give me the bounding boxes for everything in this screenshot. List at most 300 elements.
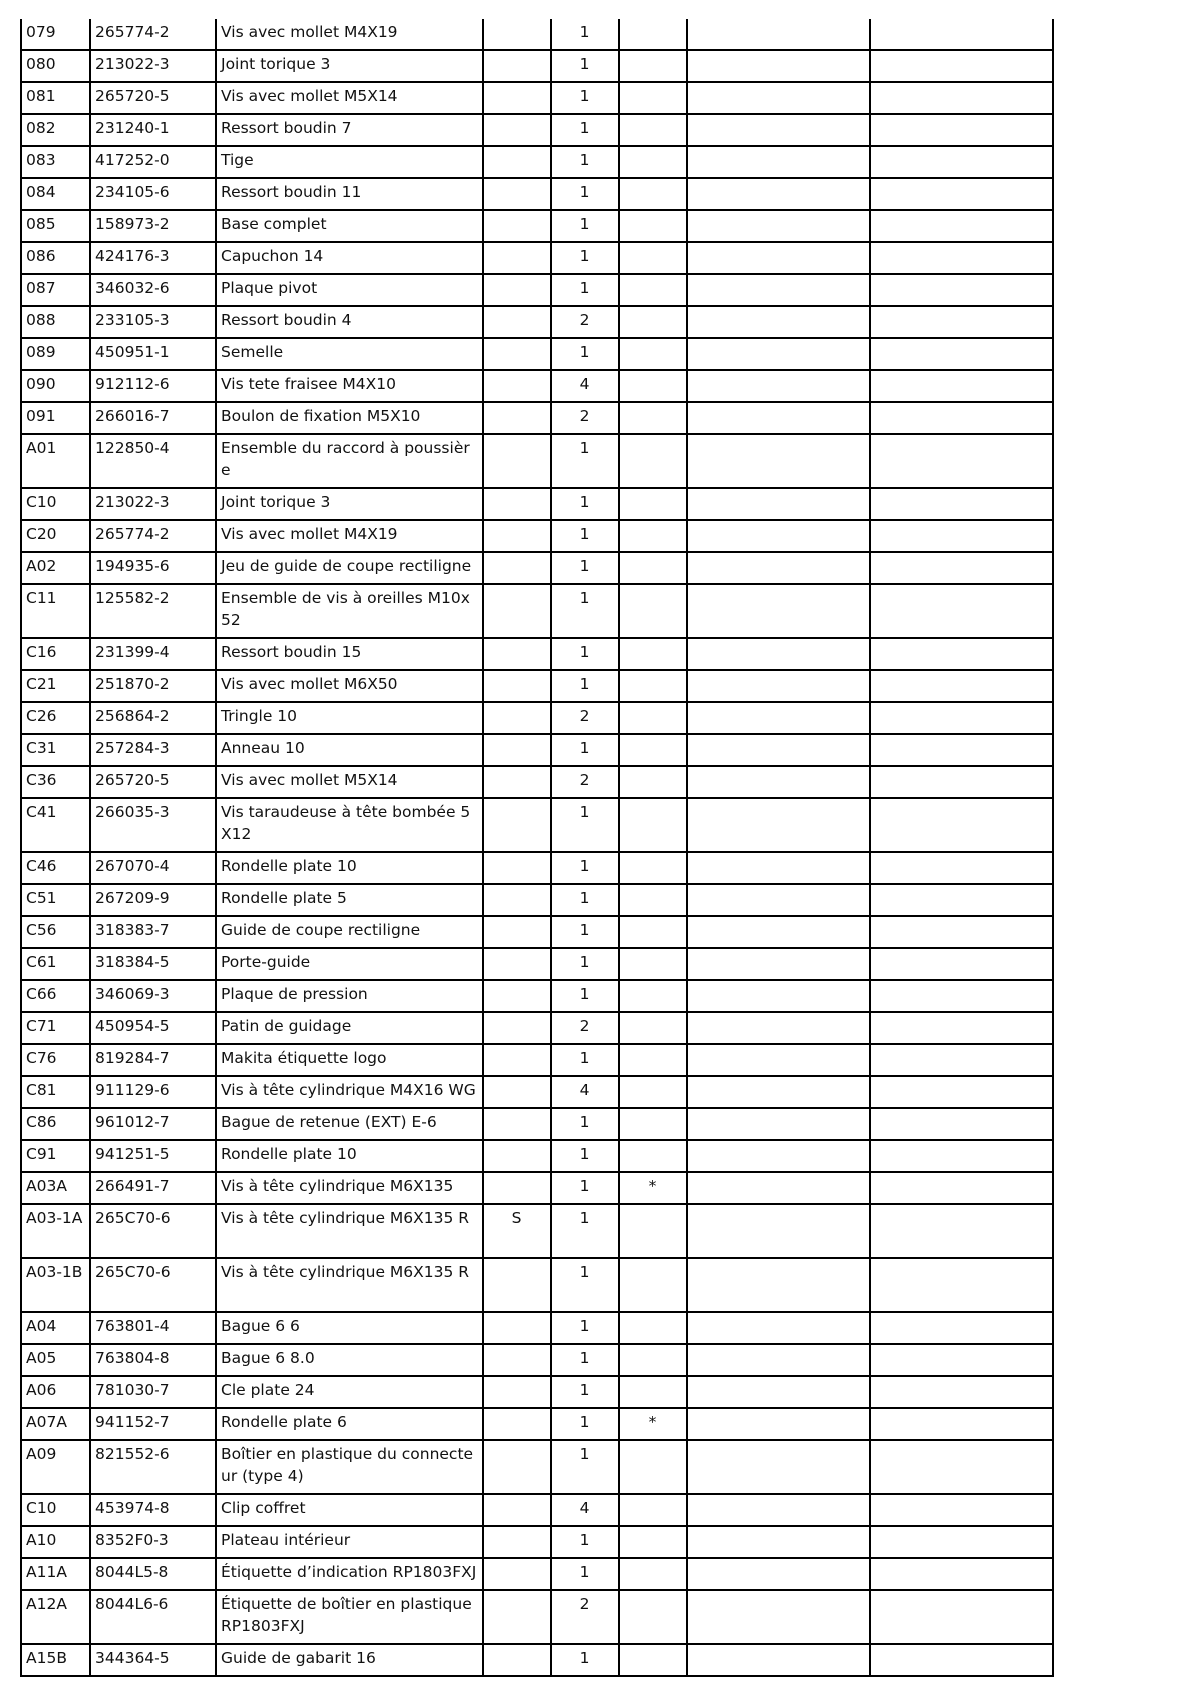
empty-cell <box>687 1140 870 1172</box>
empty-cell <box>870 1590 1053 1644</box>
note-cell: S <box>483 1204 551 1258</box>
empty-cell <box>870 584 1053 638</box>
empty-cell <box>687 1590 870 1644</box>
note-cell <box>483 1258 551 1312</box>
ref-cell: 091 <box>21 402 90 434</box>
empty-cell <box>687 178 870 210</box>
table-row <box>21 948 1053 980</box>
ref-cell: A11A <box>21 1558 90 1590</box>
part-number-cell: 346069-3 <box>90 980 216 1012</box>
empty-cell <box>870 1140 1053 1172</box>
table-row <box>21 884 1053 916</box>
empty-cell <box>687 50 870 82</box>
mark-cell <box>619 402 687 434</box>
note-cell <box>483 370 551 402</box>
empty-cell <box>687 1012 870 1044</box>
table-row <box>21 1344 1053 1376</box>
empty-cell <box>687 1376 870 1408</box>
part-number-cell: 267209-9 <box>90 884 216 916</box>
table-row <box>21 1044 1053 1076</box>
part-number-cell: 417252-0 <box>90 146 216 178</box>
part-number-cell: 265C70-6 <box>90 1204 216 1258</box>
empty-cell <box>870 1494 1053 1526</box>
part-number-cell: 266016-7 <box>90 402 216 434</box>
empty-cell <box>870 1526 1053 1558</box>
ref-cell: A12A <box>21 1590 90 1644</box>
part-number-cell: 265C70-6 <box>90 1258 216 1312</box>
empty-cell <box>687 520 870 552</box>
description-cell: Rondelle plate 10 <box>216 852 483 884</box>
description-cell: Clip coffret <box>216 1494 483 1526</box>
description-cell: Porte-guide <box>216 948 483 980</box>
part-number-cell: 265720-5 <box>90 82 216 114</box>
empty-cell <box>870 146 1053 178</box>
ref-cell: C20 <box>21 520 90 552</box>
empty-cell <box>870 50 1053 82</box>
empty-cell <box>687 370 870 402</box>
ref-cell: C36 <box>21 766 90 798</box>
description-cell: Étiquette d’indication RP1803FXJ <box>216 1558 483 1590</box>
empty-cell <box>870 1644 1053 1676</box>
part-number-cell: 941152-7 <box>90 1408 216 1440</box>
part-number-cell: 424176-3 <box>90 242 216 274</box>
mark-cell <box>619 1258 687 1312</box>
quantity-cell: 1 <box>551 146 619 178</box>
empty-cell <box>687 1258 870 1312</box>
ref-cell: 085 <box>21 210 90 242</box>
quantity-cell: 1 <box>551 734 619 766</box>
description-cell: Vis à tête cylindrique M6X135 <box>216 1172 483 1204</box>
ref-cell: 081 <box>21 82 90 114</box>
note-cell <box>483 734 551 766</box>
mark-cell <box>619 852 687 884</box>
ref-cell: C66 <box>21 980 90 1012</box>
table-row <box>21 702 1053 734</box>
note-cell <box>483 702 551 734</box>
table-row <box>21 1312 1053 1344</box>
note-cell <box>483 82 551 114</box>
description-cell: Ensemble du raccord à poussière <box>216 434 483 488</box>
empty-cell <box>687 852 870 884</box>
note-cell <box>483 338 551 370</box>
description-cell: Vis avec mollet M5X14 <box>216 82 483 114</box>
quantity-cell: 1 <box>551 1172 619 1204</box>
mark-cell: * <box>619 1408 687 1440</box>
description-cell: Boulon de fixation M5X10 <box>216 402 483 434</box>
part-number-cell: 821552-6 <box>90 1440 216 1494</box>
mark-cell <box>619 1344 687 1376</box>
quantity-cell: 1 <box>551 434 619 488</box>
table-row <box>21 1204 1053 1258</box>
note-cell <box>483 1172 551 1204</box>
note-cell <box>483 980 551 1012</box>
quantity-cell: 2 <box>551 306 619 338</box>
empty-cell <box>870 306 1053 338</box>
mark-cell <box>619 1526 687 1558</box>
part-number-cell: 266491-7 <box>90 1172 216 1204</box>
description-cell: Vis avec mollet M4X19 <box>216 520 483 552</box>
table-row <box>21 1558 1053 1590</box>
empty-cell <box>870 178 1053 210</box>
note-cell <box>483 1558 551 1590</box>
description-cell: Capuchon 14 <box>216 242 483 274</box>
empty-cell <box>870 916 1053 948</box>
empty-cell <box>687 1494 870 1526</box>
empty-cell <box>687 1204 870 1258</box>
description-cell: Vis à tête cylindrique M6X135 R <box>216 1204 483 1258</box>
empty-cell <box>870 552 1053 584</box>
ref-cell: A02 <box>21 552 90 584</box>
part-number-cell: 819284-7 <box>90 1044 216 1076</box>
empty-cell <box>687 1440 870 1494</box>
description-cell: Vis avec mollet M6X50 <box>216 670 483 702</box>
quantity-cell: 1 <box>551 274 619 306</box>
mark-cell <box>619 178 687 210</box>
empty-cell <box>870 948 1053 980</box>
note-cell <box>483 488 551 520</box>
empty-cell <box>687 242 870 274</box>
empty-cell <box>687 734 870 766</box>
ref-cell: C91 <box>21 1140 90 1172</box>
note-cell <box>483 1376 551 1408</box>
mark-cell <box>619 1644 687 1676</box>
description-cell: Tringle 10 <box>216 702 483 734</box>
ref-cell: C21 <box>21 670 90 702</box>
quantity-cell: 2 <box>551 702 619 734</box>
part-number-cell: 213022-3 <box>90 50 216 82</box>
mark-cell <box>619 1044 687 1076</box>
quantity-cell: 1 <box>551 670 619 702</box>
table-row <box>21 1590 1053 1644</box>
empty-cell <box>870 402 1053 434</box>
note-cell <box>483 1012 551 1044</box>
mark-cell: * <box>619 1172 687 1204</box>
part-number-cell: 122850-4 <box>90 434 216 488</box>
table-row <box>21 488 1053 520</box>
table-row <box>21 1076 1053 1108</box>
empty-cell <box>870 1108 1053 1140</box>
ref-cell: C31 <box>21 734 90 766</box>
note-cell <box>483 242 551 274</box>
ref-cell: 088 <box>21 306 90 338</box>
mark-cell <box>619 798 687 852</box>
part-number-cell: 265774-2 <box>90 520 216 552</box>
empty-cell <box>687 1044 870 1076</box>
description-cell: Plaque pivot <box>216 274 483 306</box>
note-cell <box>483 1344 551 1376</box>
table-row <box>21 338 1053 370</box>
ref-cell: C61 <box>21 948 90 980</box>
empty-cell <box>870 520 1053 552</box>
empty-cell <box>870 798 1053 852</box>
note-cell <box>483 274 551 306</box>
mark-cell <box>619 552 687 584</box>
quantity-cell: 1 <box>551 1204 619 1258</box>
table-row <box>21 402 1053 434</box>
ref-cell: A15B <box>21 1644 90 1676</box>
table-row <box>21 980 1053 1012</box>
empty-cell <box>687 82 870 114</box>
description-cell: Bague de retenue (EXT) E-6 <box>216 1108 483 1140</box>
mark-cell <box>619 884 687 916</box>
table-row <box>21 766 1053 798</box>
table-row <box>21 552 1053 584</box>
empty-cell <box>687 1526 870 1558</box>
mark-cell <box>619 434 687 488</box>
quantity-cell: 1 <box>551 798 619 852</box>
ref-cell: C51 <box>21 884 90 916</box>
description-cell: Rondelle plate 5 <box>216 884 483 916</box>
empty-cell <box>870 1312 1053 1344</box>
mark-cell <box>619 1076 687 1108</box>
empty-cell <box>687 670 870 702</box>
empty-cell <box>870 670 1053 702</box>
empty-cell <box>870 370 1053 402</box>
ref-cell: A09 <box>21 1440 90 1494</box>
ref-cell: 086 <box>21 242 90 274</box>
table-row <box>21 638 1053 670</box>
note-cell <box>483 916 551 948</box>
empty-cell <box>687 1076 870 1108</box>
part-number-cell: 266035-3 <box>90 798 216 852</box>
part-number-cell: 251870-2 <box>90 670 216 702</box>
note-cell <box>483 948 551 980</box>
note-cell <box>483 670 551 702</box>
part-number-cell: 346032-6 <box>90 274 216 306</box>
mark-cell <box>619 338 687 370</box>
mark-cell <box>619 1558 687 1590</box>
quantity-cell: 1 <box>551 1376 619 1408</box>
ref-cell: A03-1B <box>21 1258 90 1312</box>
empty-cell <box>870 1558 1053 1590</box>
mark-cell <box>619 1494 687 1526</box>
ref-cell: C56 <box>21 916 90 948</box>
empty-cell <box>687 434 870 488</box>
ref-cell: C46 <box>21 852 90 884</box>
quantity-cell: 1 <box>551 1526 619 1558</box>
quantity-cell: 4 <box>551 370 619 402</box>
empty-cell <box>687 338 870 370</box>
description-cell: Vis avec mollet M4X19 <box>216 19 483 50</box>
note-cell <box>483 884 551 916</box>
quantity-cell: 1 <box>551 338 619 370</box>
table-row <box>21 434 1053 488</box>
note-cell <box>483 1108 551 1140</box>
part-number-cell: 961012-7 <box>90 1108 216 1140</box>
empty-cell <box>687 146 870 178</box>
quantity-cell: 1 <box>551 1312 619 1344</box>
note-cell <box>483 210 551 242</box>
empty-cell <box>870 488 1053 520</box>
part-number-cell: 234105-6 <box>90 178 216 210</box>
note-cell <box>483 50 551 82</box>
table-row <box>21 852 1053 884</box>
empty-cell <box>687 114 870 146</box>
quantity-cell: 1 <box>551 19 619 50</box>
table-row <box>21 1108 1053 1140</box>
note-cell <box>483 1076 551 1108</box>
empty-cell <box>870 434 1053 488</box>
ref-cell: A03A <box>21 1172 90 1204</box>
description-cell: Bague 6 8.0 <box>216 1344 483 1376</box>
ref-cell: 090 <box>21 370 90 402</box>
quantity-cell: 1 <box>551 178 619 210</box>
quantity-cell: 2 <box>551 1012 619 1044</box>
part-number-cell: 125582-2 <box>90 584 216 638</box>
empty-cell <box>687 638 870 670</box>
quantity-cell: 1 <box>551 1558 619 1590</box>
ref-cell: A06 <box>21 1376 90 1408</box>
quantity-cell: 1 <box>551 552 619 584</box>
mark-cell <box>619 1012 687 1044</box>
mark-cell <box>619 306 687 338</box>
quantity-cell: 1 <box>551 980 619 1012</box>
empty-cell <box>687 980 870 1012</box>
ref-cell: 083 <box>21 146 90 178</box>
mark-cell <box>619 146 687 178</box>
description-cell: Guide de coupe rectiligne <box>216 916 483 948</box>
note-cell <box>483 1044 551 1076</box>
ref-cell: 089 <box>21 338 90 370</box>
part-number-cell: 318384-5 <box>90 948 216 980</box>
description-cell: Boîtier en plastique du connecteur (type 4) <box>216 1440 483 1494</box>
part-number-cell: 213022-3 <box>90 488 216 520</box>
ref-cell: 080 <box>21 50 90 82</box>
ref-cell: C16 <box>21 638 90 670</box>
description-cell: Cle plate 24 <box>216 1376 483 1408</box>
mark-cell <box>619 1140 687 1172</box>
empty-cell <box>870 19 1053 50</box>
part-number-cell: 344364-5 <box>90 1644 216 1676</box>
table-row <box>21 670 1053 702</box>
note-cell <box>483 1494 551 1526</box>
quantity-cell: 1 <box>551 1408 619 1440</box>
ref-cell: C81 <box>21 1076 90 1108</box>
quantity-cell: 1 <box>551 50 619 82</box>
empty-cell <box>687 584 870 638</box>
table-row <box>21 146 1053 178</box>
empty-cell <box>687 488 870 520</box>
quantity-cell: 2 <box>551 402 619 434</box>
table-row <box>21 1494 1053 1526</box>
part-number-cell: 763801-4 <box>90 1312 216 1344</box>
part-number-cell: 231240-1 <box>90 114 216 146</box>
quantity-cell: 1 <box>551 1344 619 1376</box>
table-row <box>21 1140 1053 1172</box>
mark-cell <box>619 50 687 82</box>
table-row <box>21 1376 1053 1408</box>
part-number-cell: 257284-3 <box>90 734 216 766</box>
ref-cell: 082 <box>21 114 90 146</box>
description-cell: Vis à tête cylindrique M6X135 R <box>216 1258 483 1312</box>
mark-cell <box>619 1204 687 1258</box>
part-number-cell: 8044L6-6 <box>90 1590 216 1644</box>
table-row <box>21 584 1053 638</box>
empty-cell <box>870 734 1053 766</box>
description-cell: Plateau intérieur <box>216 1526 483 1558</box>
empty-cell <box>870 210 1053 242</box>
table-row <box>21 50 1053 82</box>
empty-cell <box>870 1012 1053 1044</box>
mark-cell <box>619 916 687 948</box>
description-cell: Joint torique 3 <box>216 50 483 82</box>
empty-cell <box>870 1258 1053 1312</box>
table-row <box>21 19 1053 50</box>
part-number-cell: 453974-8 <box>90 1494 216 1526</box>
empty-cell <box>687 766 870 798</box>
mark-cell <box>619 1440 687 1494</box>
empty-cell <box>870 1172 1053 1204</box>
quantity-cell: 1 <box>551 884 619 916</box>
quantity-cell: 1 <box>551 520 619 552</box>
description-cell: Patin de guidage <box>216 1012 483 1044</box>
ref-cell: 084 <box>21 178 90 210</box>
table-row <box>21 520 1053 552</box>
table-row <box>21 178 1053 210</box>
empty-cell <box>687 210 870 242</box>
table-row <box>21 1408 1053 1440</box>
mark-cell <box>619 1108 687 1140</box>
empty-cell <box>687 1558 870 1590</box>
mark-cell <box>619 584 687 638</box>
note-cell <box>483 852 551 884</box>
quantity-cell: 1 <box>551 852 619 884</box>
description-cell: Vis tete fraisee M4X10 <box>216 370 483 402</box>
mark-cell <box>619 766 687 798</box>
description-cell: Tige <box>216 146 483 178</box>
mark-cell <box>619 948 687 980</box>
note-cell <box>483 638 551 670</box>
description-cell: Rondelle plate 6 <box>216 1408 483 1440</box>
part-number-cell: 450951-1 <box>90 338 216 370</box>
table-row <box>21 734 1053 766</box>
table-row <box>21 1440 1053 1494</box>
table-row <box>21 916 1053 948</box>
part-number-cell: 233105-3 <box>90 306 216 338</box>
table-row <box>21 1526 1053 1558</box>
ref-cell: C10 <box>21 488 90 520</box>
note-cell <box>483 1440 551 1494</box>
part-number-cell: 231399-4 <box>90 638 216 670</box>
empty-cell <box>687 1408 870 1440</box>
note-cell <box>483 306 551 338</box>
part-number-cell: 781030-7 <box>90 1376 216 1408</box>
quantity-cell: 1 <box>551 948 619 980</box>
mark-cell <box>619 210 687 242</box>
note-cell <box>483 1590 551 1644</box>
empty-cell <box>687 702 870 734</box>
empty-cell <box>687 916 870 948</box>
parts-table <box>20 19 1054 1677</box>
mark-cell <box>619 114 687 146</box>
empty-cell <box>687 1644 870 1676</box>
description-cell: Ressort boudin 11 <box>216 178 483 210</box>
description-cell: Ressort boudin 15 <box>216 638 483 670</box>
mark-cell <box>619 702 687 734</box>
empty-cell <box>687 402 870 434</box>
quantity-cell: 2 <box>551 766 619 798</box>
empty-cell <box>870 242 1053 274</box>
table-row <box>21 1258 1053 1312</box>
description-cell: Joint torique 3 <box>216 488 483 520</box>
part-number-cell: 763804-8 <box>90 1344 216 1376</box>
description-cell: Ensemble de vis à oreilles M10x52 <box>216 584 483 638</box>
note-cell <box>483 1408 551 1440</box>
mark-cell <box>619 82 687 114</box>
note-cell <box>483 114 551 146</box>
part-number-cell: 8044L5-8 <box>90 1558 216 1590</box>
mark-cell <box>619 734 687 766</box>
